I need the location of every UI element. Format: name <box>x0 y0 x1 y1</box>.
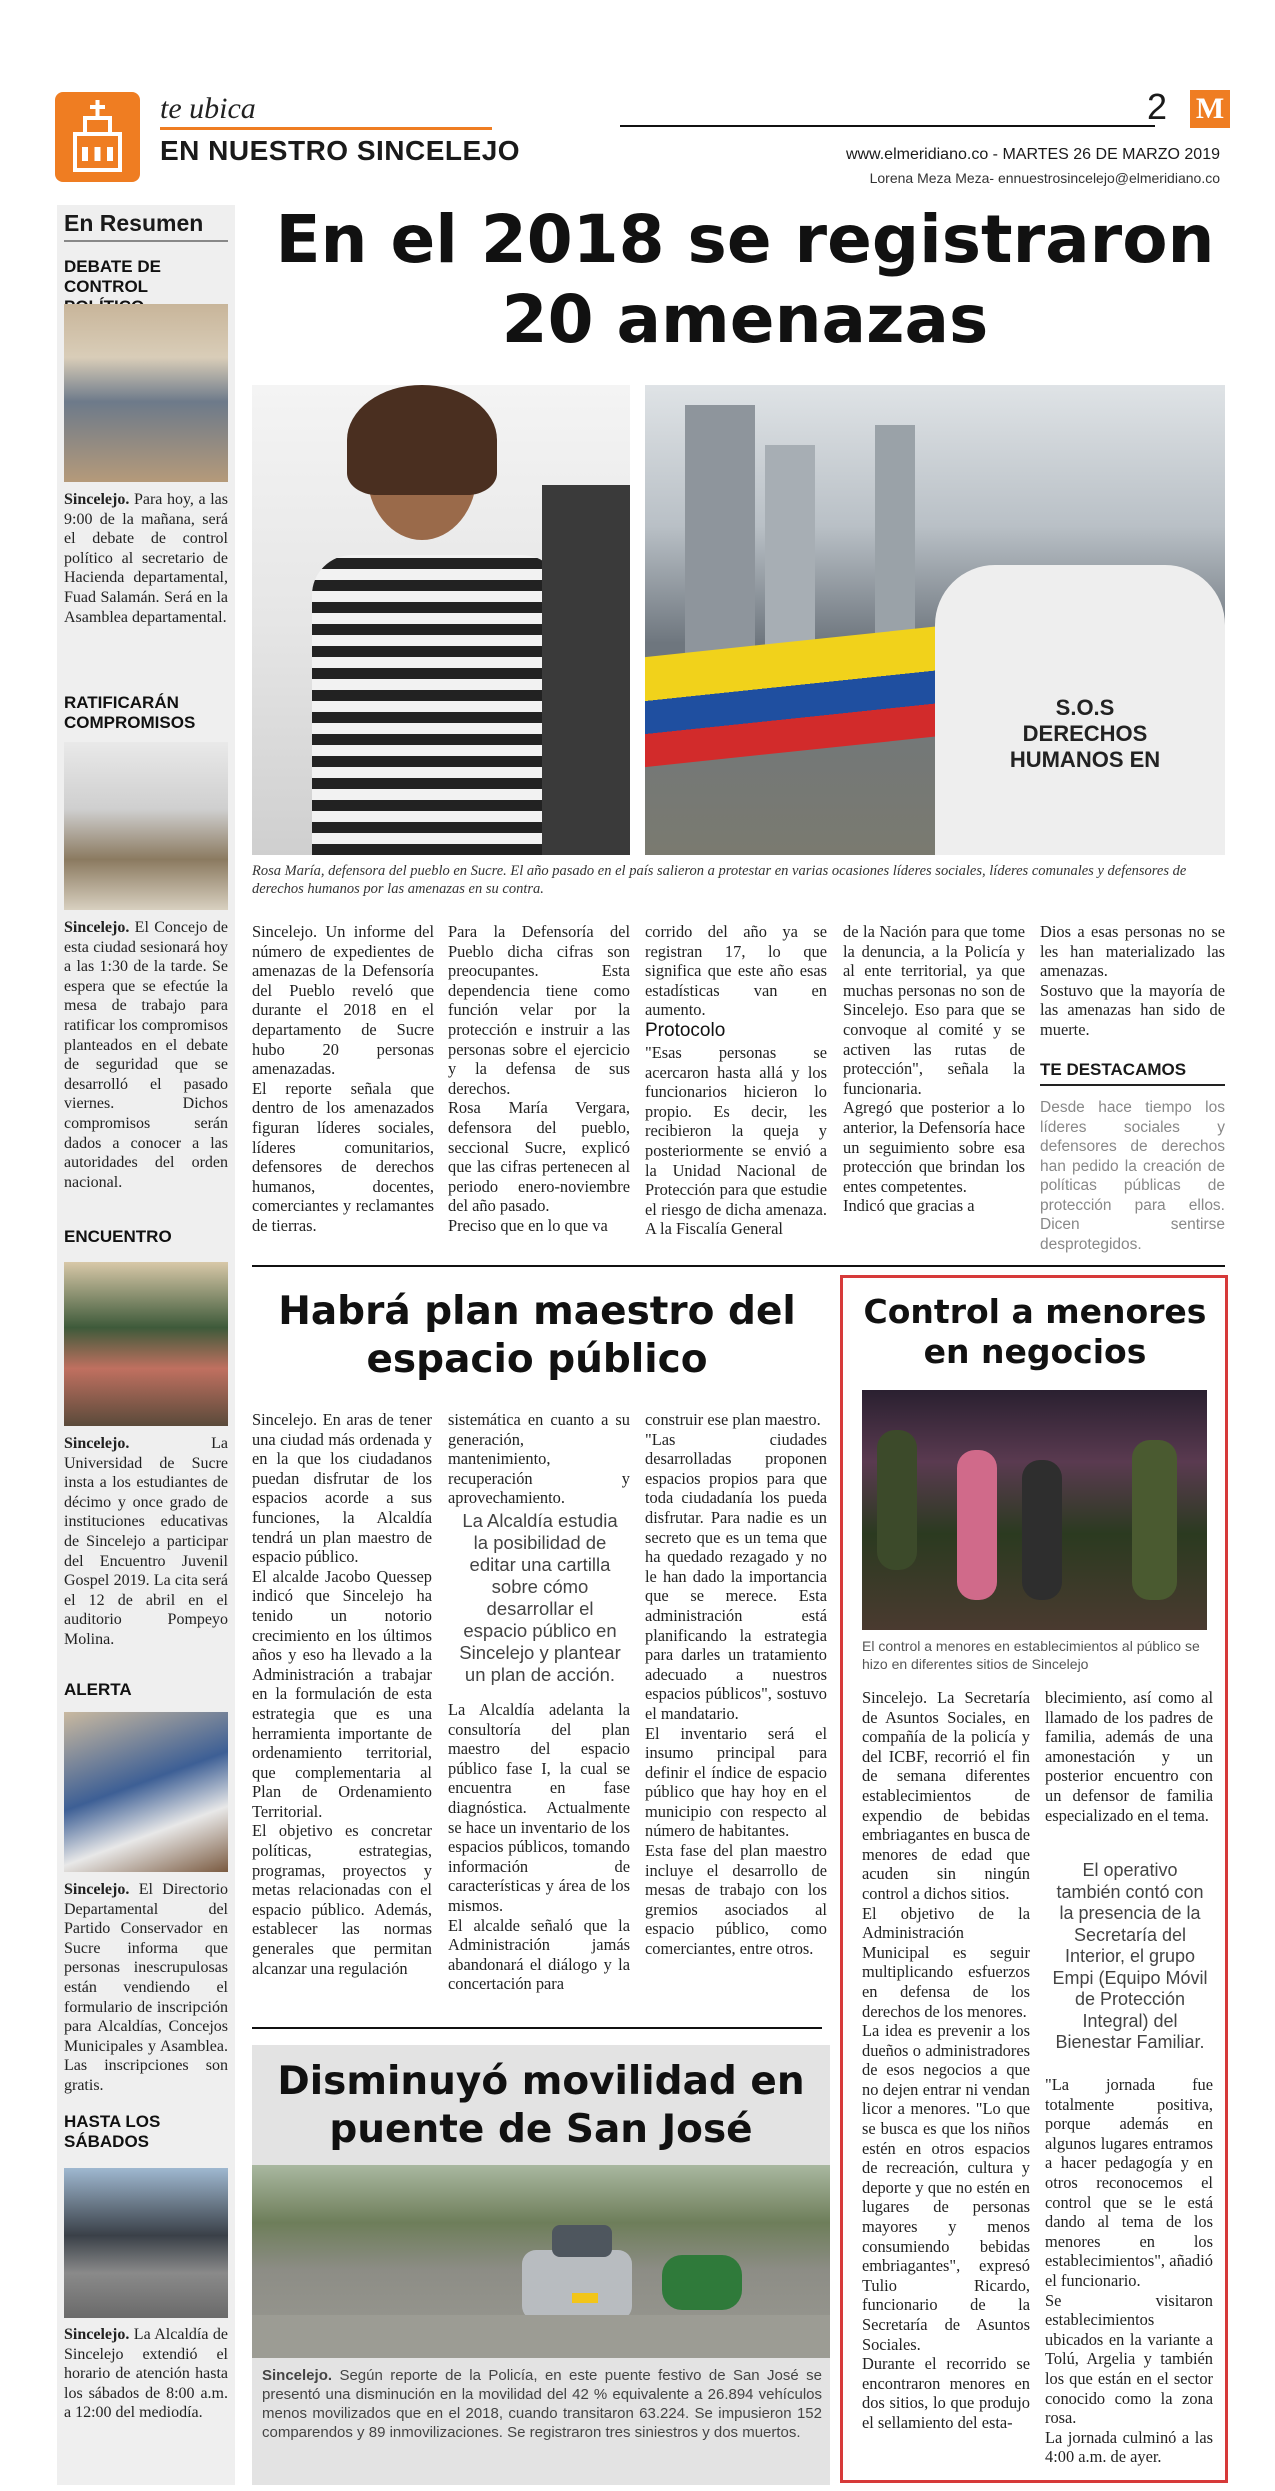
photo-concejo <box>64 742 228 910</box>
main-col-4: de la Nación para que tome la denuncia, a la Policía y al ente territorial, ya que muchas personas no son de Sincelejo. Eso para que se convoque al comité y se activen las rutas de protección", señala la funcionaria. Agregó que posterior a lo anterior, la Defensoría hace un seguimiento sobre esa protección que brindan los entes competentes. Indicó que gracias a <box>843 922 1025 1216</box>
photo-debate <box>64 304 228 482</box>
menores-col-1: Sincelejo. La Secretaría de Asuntos Sociales, en compañía de la policía y del ICBF, recorrió el fin de semana diferentes establecimientos de expendio de bebidas embriagantes en busca de menores de edad que acuden sin ningún control a dichos sitios. El objetivo de la Administración Municipal es seguir multiplicando esfuerzos en defensa de los derechos de los menores. La idea es prevenir a los dueños o administradores de esos negocios a que no dejen entrar ni vendan licor a menores. "Lo que se busca es que los niños estén en otros espacios de recreación, cultura y deporte y que no estén en lugares de personas mayores y menos consumiendo bebidas embriagantes", expresó Tulio Ricardo, funcionario de la Secretaría de Asuntos Sociales. Durante el recorrido se encontraron menores en dos sitios, lo que produjo el sellamiento del esta- <box>862 1688 1030 2432</box>
main-col-3a: corrido del año ya se registran 17, lo que significa que este año esas estadísticas van en aumento. <box>645 922 827 1020</box>
menores-pullquote: El operativo también contó con la presencia de la Secretaría del Interior, el grupo Empi (Equipo Móvil de Protección Integral) del Bienestar Familiar. <box>1052 1860 1208 2052</box>
byline: Lorena Meza Meza- ennuestrosincelejo@elmeridiano.co <box>869 170 1220 186</box>
sidebar-heading-sabados: HASTA LOS SÁBADOS <box>64 2112 161 2151</box>
main-headline: En el 2018 se registraron 20 amenazas <box>275 201 1215 358</box>
photo-encuentro <box>64 1262 228 1426</box>
movilidad-headline: Disminuyó movilidad en puente de San José <box>277 2059 805 2152</box>
movilidad-divider <box>252 2027 822 2029</box>
menores-col-2a: blecimiento, así como al llamado de los padres de familia, además de una amonestación y un posterior encuentro con un defensor de familia especializado en el tema. <box>1045 1688 1213 1825</box>
sidebar-text-debate: Sincelejo. Para hoy, a las 9:00 de la mañana, será el debate de control político al secretario de Hacienda departamental, Fuad Salamán. Será en la Asamblea departamental. <box>64 491 229 626</box>
sidebar-heading-encuentro: ENCUENTRO <box>64 1227 172 1246</box>
sidebar-text-alerta: Sincelejo. El Directorio Departamental del Partido Conservador en Sucre informa que personas inescrupulosas están vendiendo el formulario de inscripción para Alcaldías, Concejos Municipales y Asamblea. Las inscripciones son gratis. <box>64 1881 229 2094</box>
main-photo-caption: Rosa María, defensora del pueblo en Sucre. El año pasado en el país salieron a protestar en varias ocasiones líderes sociales, líderes comunales y defensores de derechos humanos por las amenazas en su contra. <box>252 863 1187 897</box>
page-number: 2 <box>1147 86 1168 127</box>
highlight-title: TE DESTACAMOS <box>1040 1060 1225 1086</box>
section-title: EN NUESTRO SINCELEJO <box>160 135 521 166</box>
sidebar-heading-ratificaran: RATIFICARÁN COMPROMISOS <box>64 693 196 732</box>
plan-col-2b: La Alcaldía adelanta la consultoría del plan maestro del espacio público fase I, la cual se encuentra en fase diagnóstica. Actualmente se hace un inventario de los espacios públicos, tomando información de características y área de los mismos. El alcalde señaló que la Administración jamás abandonará el diálogo y la concertación para <box>448 1700 630 1994</box>
sidebar-title-rule <box>64 240 228 242</box>
photo-defensora <box>252 385 630 855</box>
kicker-rule <box>160 127 492 130</box>
plan-col-2a: sistemática en cuanto a su generación, mantenimiento, recuperación y aprovechamiento. <box>448 1410 630 1508</box>
website-date: www.elmeridiano.co - MARTES 26 DE MARZO 2019 <box>845 146 1220 163</box>
plan-pullquote: La Alcaldía estudia la posibilidad de editar una cartilla sobre cómo desarrollar el espacio público en Sincelejo y plantear un plan de acción. <box>459 1510 621 1685</box>
main-subhead: Protocolo <box>645 1020 726 1041</box>
plan-col-3: construir ese plan maestro. "Las ciudades desarrolladas proponen espacios propios para que toda ciudadanía los pueda disfrutar. Para nadie es un secreto que es un tema que ha quedado rezagado y no le han dado la importancia que se merece. Esta administración está planificando la estrategia para darles un tratamiento adecuado a nuestros espacios públicos", sostuvo el mandatario. El inventario será el insumo principal para definir el índice de espacio público que hay hoy en el municipio con respecto al número de habitantes. Esta fase del plan maestro incluye el desarrollo de mesas de trabajo con los gremios asociados al espacio público, como comerciantes, entre otros. <box>645 1410 827 1959</box>
header-rule <box>620 125 1155 127</box>
sidebar-title: En Resumen <box>64 210 204 236</box>
main-col-2: Para la Defensoría del Pueblo dicha cifras son preocupantes. Esta dependencia tiene como función velar por la protección e instruir a las personas sobre el ejercicio y la defensa de sus derechos. Rosa María Vergara, defensora del pueblo, seccional Sucre, explicó que las cifras pertenecen al periodo enero-noviembre del año pasado. Preciso que en lo que va <box>448 922 630 1235</box>
movilidad-caption: Sincelejo. Según reporte de la Policía, en este puente festivo de San José se presentó una disminución en la movilidad del 42 % equivalente a 26.894 vehículos menos movilizados que en el 2018, cuando transitaron 63.224. Se impusieron 152 comparendos y 89 inmovilizaciones. Se registraron tres siniestros y dos muertos. <box>262 2367 822 2441</box>
section-divider <box>252 1265 1225 1267</box>
sidebar-text-sabados: Sincelejo. La Alcaldía de Sincelejo extendió el horario de atención hasta los sábados de 8:00 a.m. a 12:00 del mediodía. <box>64 2326 229 2422</box>
photo-menores <box>862 1390 1207 1630</box>
shirt-text: S.O.S DERECHOS HUMANOS EN <box>1009 695 1161 772</box>
menores-caption: El control a menores en establecimientos al público se hizo en diferentes sitios de Sincelejo <box>862 1638 1200 1672</box>
plan-col-1: Sincelejo. En aras de tener una ciudad más ordenada y en la que los ciudadanos puedan disfrutar de los espacios acorde a sus funciones, la Alcaldía tendrá un plan maestro de espacio público. El alcalde Jacobo Quessep indicó que Sincelejo ha tenido un notorio crecimiento en los últimos años y eso ha llevado a la Administración a trabajar en la formulación de esta estrategia que es una herramienta importante de ordenamiento territorial, que complementaria al Plan de Ordenamiento Territorial. El objetivo es concretar políticas, estrategias, programas, proyectos y metas relacionadas con el espacio público. Además, establecer las normas generales que permitan alcanzar una regulación <box>252 1410 432 1978</box>
photo-traffic <box>252 2165 830 2358</box>
section-logo <box>55 92 140 182</box>
plan-headline: Habrá plan maestro del espacio público <box>278 1289 796 1382</box>
highlight-text: Desde hace tiempo los líderes sociales y defensores de derechos han pedido la creación de políticas públicas de protección para ellos. Dicen sentirse desprotegidos. <box>1040 1099 1225 1253</box>
photo-alerta <box>64 1712 228 1872</box>
sidebar-text-ratificaran: Sincelejo. El Concejo de esta ciudad sesionará hoy a las 1:30 de la tarde. Se espera que se efectúe la mesa de trabajo para ratificar los compromisos planteados en el debate de seguridad que se desarrolló el pasado viernes. Dichos compromisos serán dados a conocer a las autoridades del orden nacional. <box>64 919 228 1191</box>
sidebar-text-encuentro: Sincelejo. La Universidad de Sucre insta a los estudiantes de décimo y once grado de instituciones educativas de Sincelejo a participar del Encuentro Juvenil Gospel 2019. La cita será el 12 de abril en el auditorio Pompeyo Molina. <box>64 1435 228 1648</box>
menores-headline: Control a menores en negocios <box>863 1292 1207 1371</box>
photo-protest <box>645 385 1225 855</box>
sidebar-heading-debate: DEBATE DE CONTROL <box>64 257 161 296</box>
main-col-5: Dios a esas personas no se les han materializado las amenazas. Sostuvo que la mayoría de las amenazas han sido de muerte. <box>1040 922 1225 1039</box>
church-icon <box>55 92 140 182</box>
photo-sabados <box>64 2168 228 2318</box>
main-col-1: Sincelejo. Un informe del número de expedientes de amenazas de la Defensoría del Pueblo reveló que durante el 2018 en el departamento de Sucre hubo 20 personas amenazadas. El reporte señala que dentro de los amenazados figuran líderes sociales, líderes comunitarios, defensores de derechos humanos, docentes, comerciantes y reclamantes de tierras. <box>252 922 434 1235</box>
sidebar-heading-alerta: ALERTA <box>64 1680 132 1699</box>
paper-logo: M <box>1190 90 1230 128</box>
menores-col-2b: "La jornada fue totalmente positiva, porque además en algunos lugares entramos a hacer pedagogía y en otros reconocemos el control que se le está dando al tema de los menores en los establecimientos", añadió el funcionario. Se visitaron establecimientos ubicados en la variante a Tolú, Argelia y también los que están en el sector conocido como la zona rosa. La jornada culminó a las 4:00 a.m. de ayer. <box>1045 2075 1213 2467</box>
section-kicker: te ubica <box>160 92 256 125</box>
main-col-3b: "Esas personas se acercaron hasta allá y los funcionarios hicieron lo propio. Es decir, les recibieron la queja y posteriormente se envió a la Unidad Nacional de Protección para que estudie el riesgo de dicha amenaza. A la Fiscalía General <box>645 1043 827 1239</box>
